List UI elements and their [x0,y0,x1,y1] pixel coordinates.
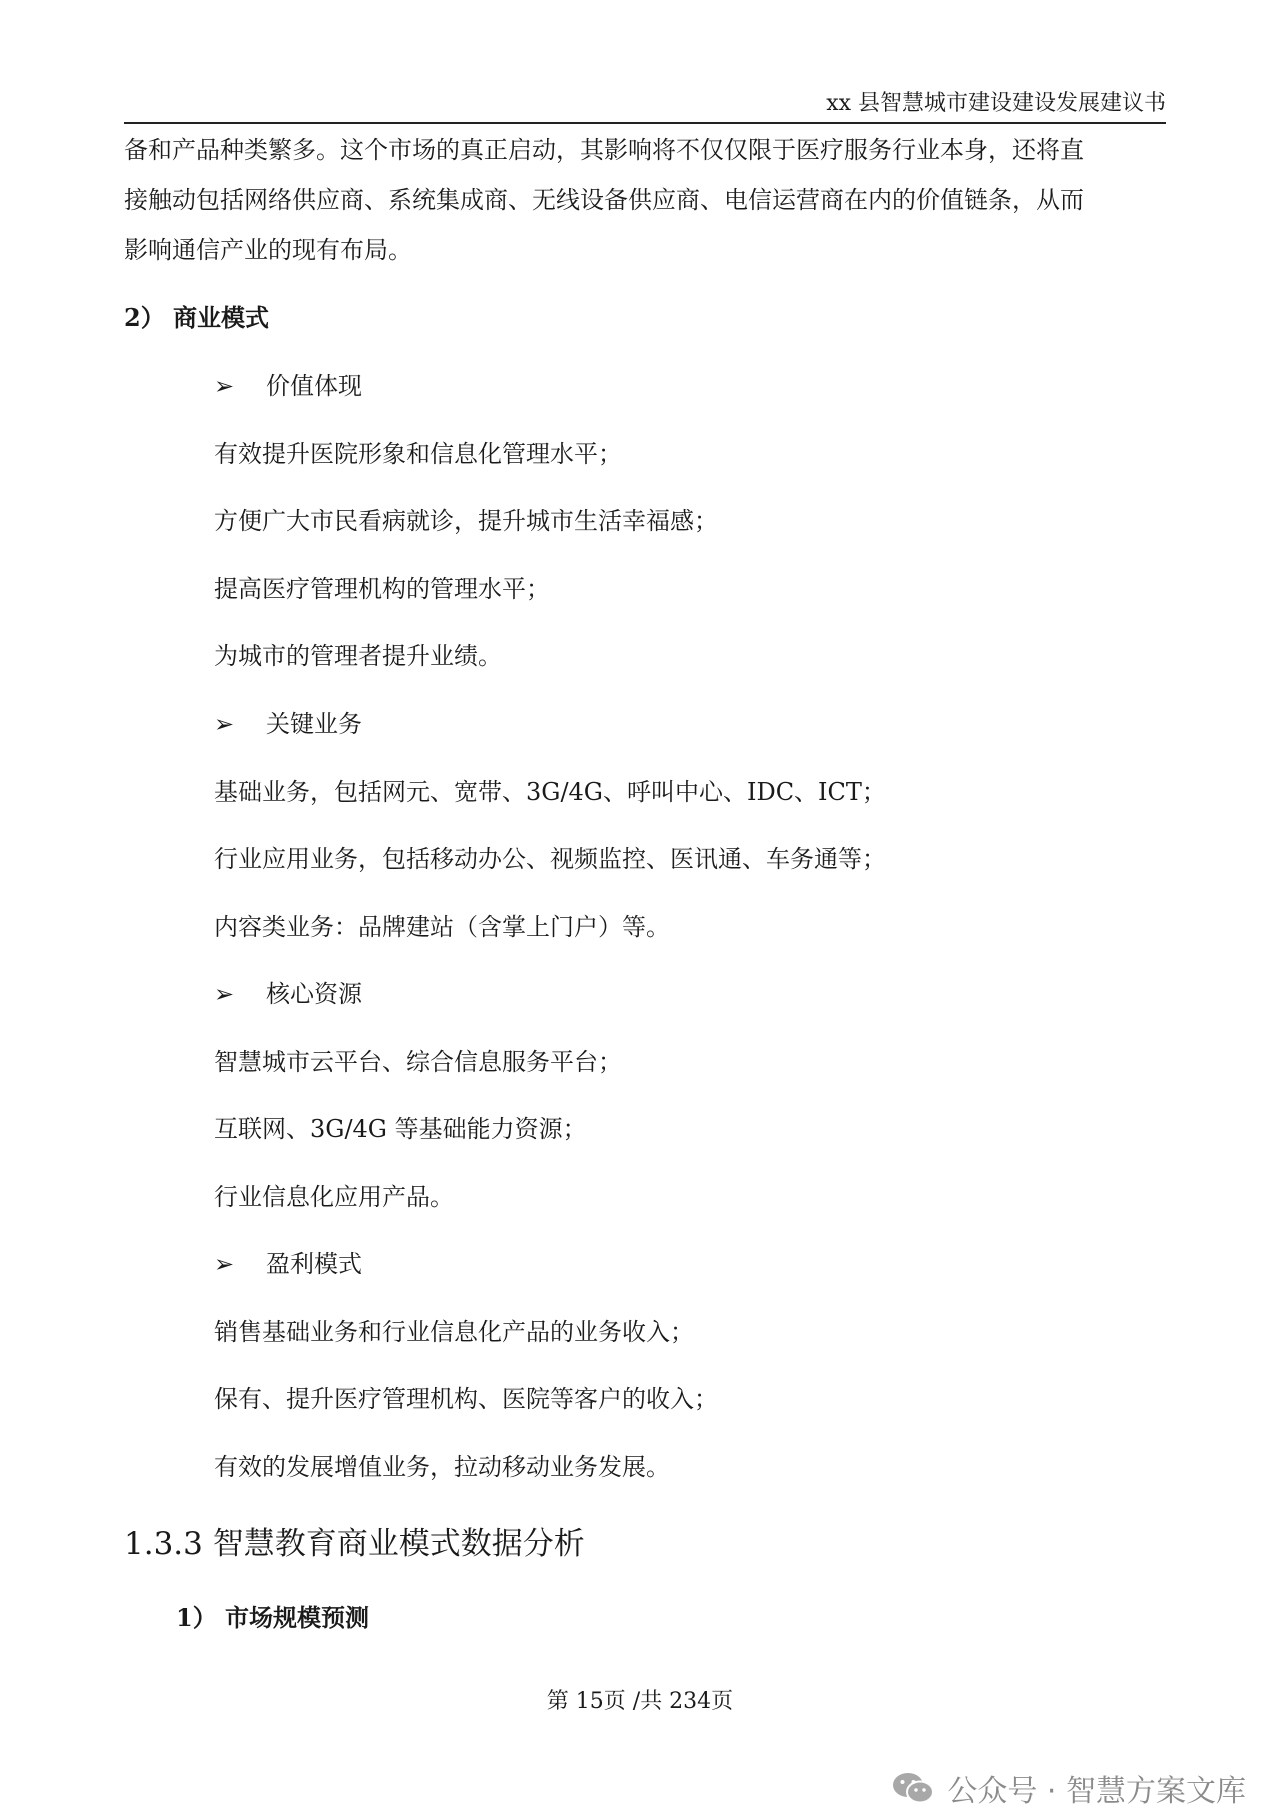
subheading-label: 盈利模式 [266,1250,362,1278]
list-item: 行业信息化应用产品。 [214,1183,454,1211]
list-item: 有效的发展增值业务，拉动移动业务发展。 [214,1453,670,1481]
section-heading-market-forecast: 1） 市场规模预测 [176,1603,370,1632]
intro-line-3: 影响通信产业的现有布局。 [124,236,412,264]
arrow-bullet-icon: ➢ [214,372,235,400]
list-item: 行业应用业务，包括移动办公、视频监控、医讯通、车务通等； [214,845,886,873]
list-item: 为城市的管理者提升业绩。 [214,642,502,670]
watermark-text: 公众号 · 智慧方案文库 [947,1774,1246,1809]
list-item: 互联网、3G/4G 等基础能力资源； [214,1115,587,1143]
list-item: 基础业务，包括网元、宽带、3G/4G、呼叫中心、IDC、ICT； [214,778,886,806]
subheading-label: 关键业务 [266,710,362,738]
subheading-business [214,708,362,740]
intro-line-2: 接触动包括网络供应商、系统集成商、无线设备供应商、电信运营商在内的价值链条，从而 [124,186,1084,214]
watermark [891,1766,1246,1810]
page-number: 第 15页 /共 234页 [546,1689,734,1714]
section-heading-business-model: 2） 商业模式 [124,303,270,332]
list-item: 提高医疗管理机构的管理水平； [214,575,550,603]
subheading-profit [214,1248,362,1280]
subheading-label: 价值体现 [266,372,362,400]
arrow-bullet-icon: ➢ [214,980,235,1008]
intro-line-1: 备和产品种类繁多。这个市场的真正启动，其影响将不仅仅限于医疗服务行业本身，还将直 [124,136,1084,164]
list-item: 销售基础业务和行业信息化产品的业务收入； [214,1318,694,1346]
wechat-icon [891,1770,935,1806]
arrow-bullet-icon: ➢ [214,710,235,738]
list-item: 智慧城市云平台、综合信息服务平台； [214,1048,622,1076]
list-item: 有效提升医院形象和信息化管理水平； [214,440,622,468]
header-rule [124,122,1166,124]
section-heading-education-model: 1.3.3 智慧教育商业模式数据分析 [124,1526,585,1562]
subheading-label: 核心资源 [266,980,362,1008]
arrow-bullet-icon: ➢ [214,1250,235,1278]
list-item: 方便广大市民看病就诊，提升城市生活幸福感； [214,507,718,535]
page-header: xx 县智慧城市建设建设发展建议书 [826,91,1166,116]
subheading-resources [214,978,362,1010]
list-item: 内容类业务：品牌建站（含掌上门户）等。 [214,913,670,941]
list-item: 保有、提升医疗管理机构、医院等客户的收入； [214,1385,718,1413]
subheading-value [214,370,362,402]
